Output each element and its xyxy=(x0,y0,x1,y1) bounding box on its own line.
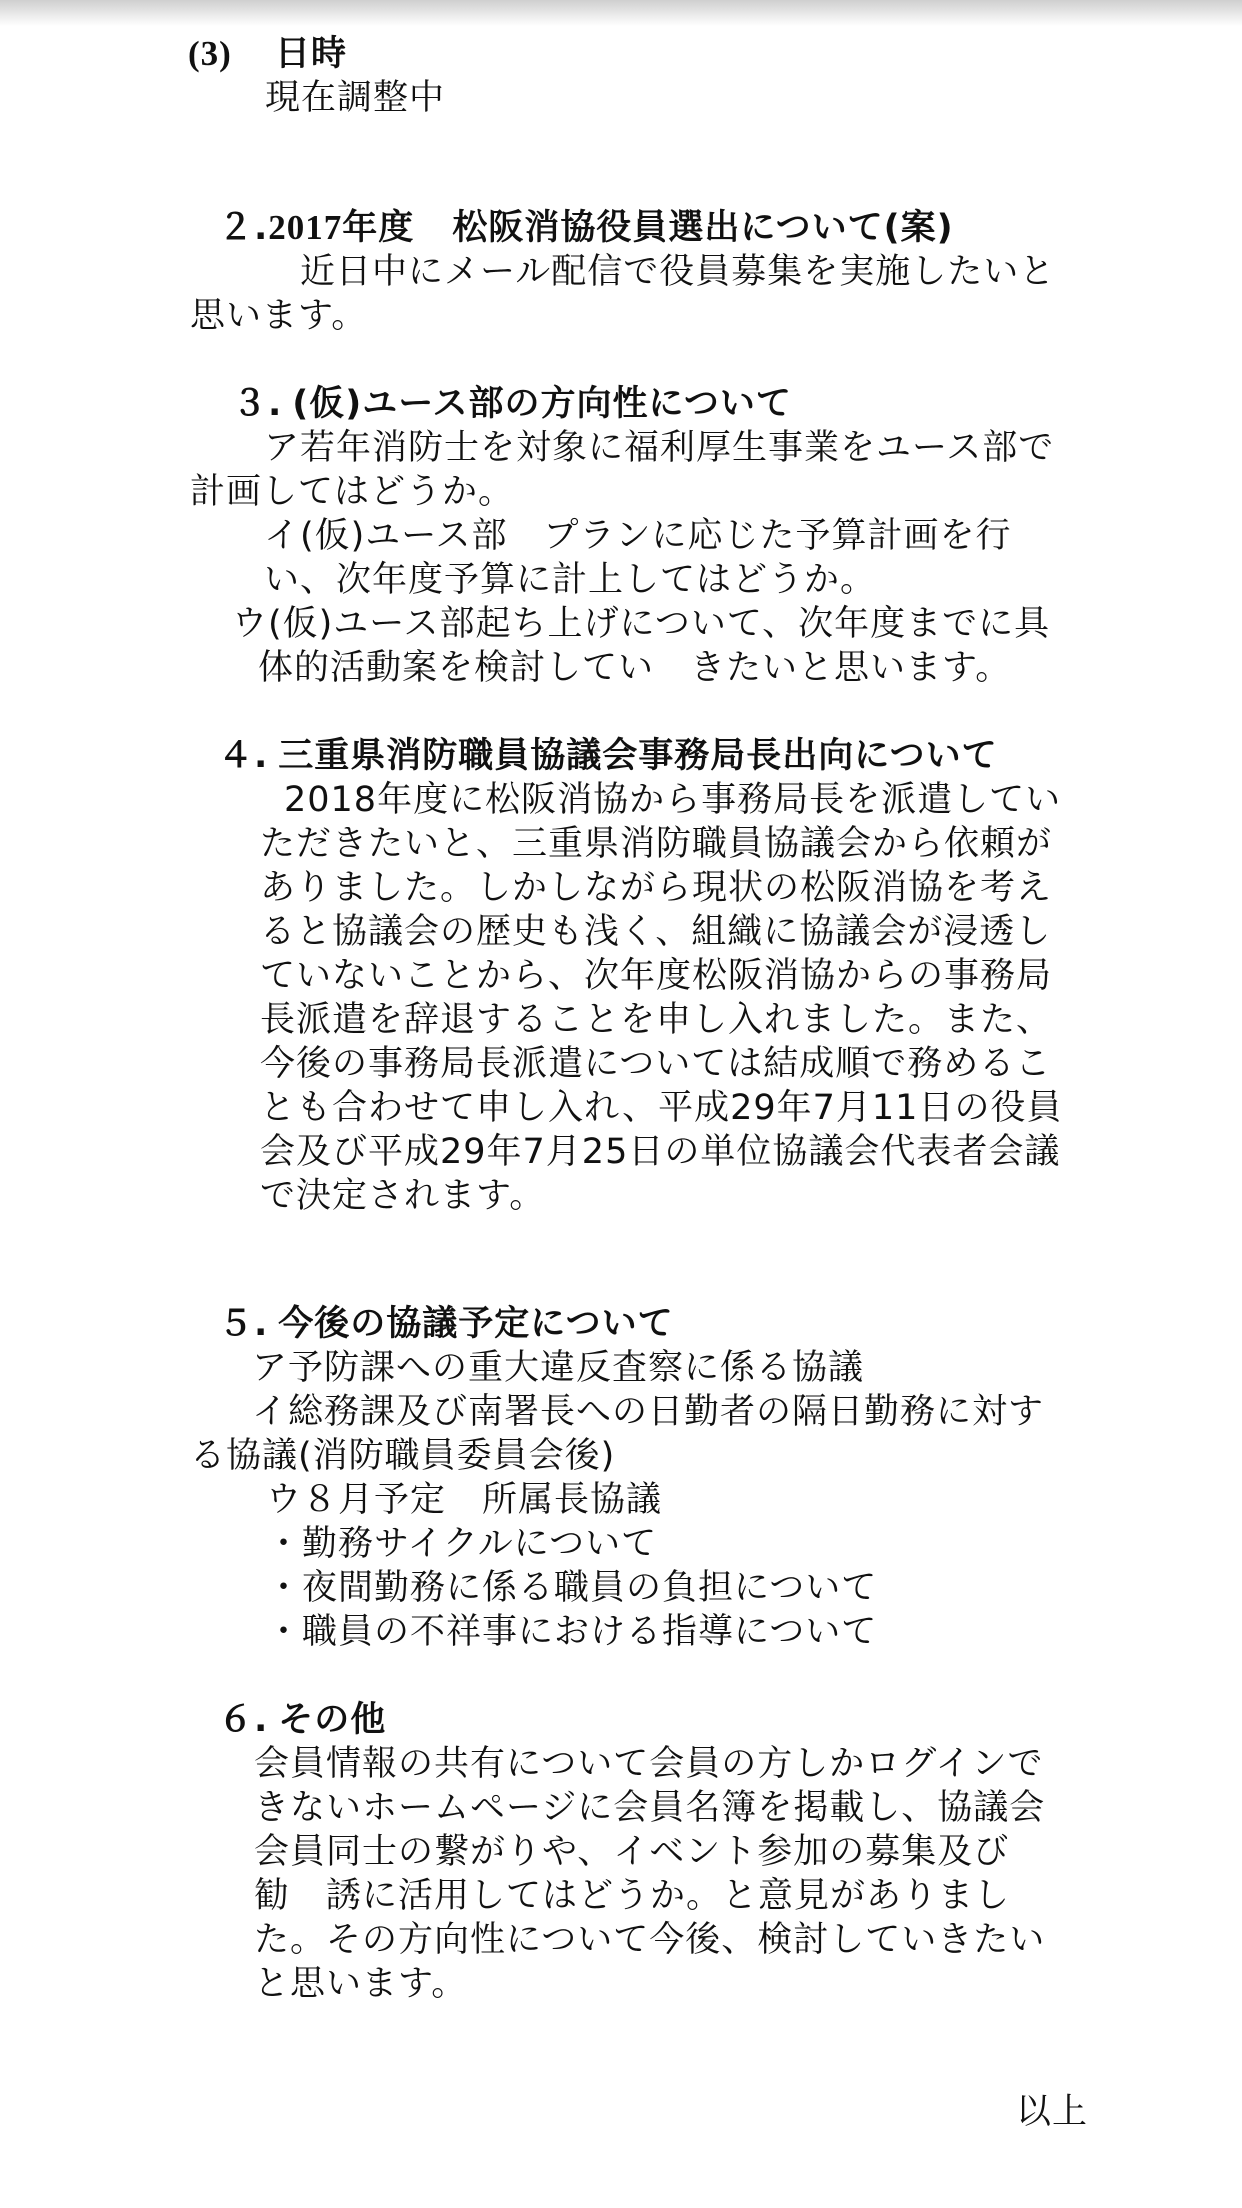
section-3-text: 現在調整中 xyxy=(265,78,446,118)
section-2-year: 2017年度 xyxy=(268,208,415,247)
section-3b-line-1: ア若年消防士を対象に福利厚生事業をユース部で xyxy=(264,428,1055,468)
section-5-line-2: イ総務課及び南署長への日勤者の隔日勤務に対す xyxy=(252,1392,1045,1432)
section-3b-line-5: ウ(仮)ユース部起ち上げについて、次年度までに具 xyxy=(232,604,1051,644)
section-5-number: ５. xyxy=(218,1304,269,1344)
section-5-heading xyxy=(218,1302,674,1346)
section-4-line-4: ると協議会の歴史も浅く、組織に協議会が浸透し xyxy=(260,912,1052,952)
section-4-line-10: で決定されます。 xyxy=(260,1176,546,1216)
section-6-line-6: と思います。 xyxy=(254,1964,468,2004)
section-4-line-3: ありました。しかしながら現状の松阪消協を考え xyxy=(260,868,1053,908)
section-4-number: ４. xyxy=(218,736,269,776)
section-3b-line-3: イ(仮)ユース部 プランに応じた予算計画を行 xyxy=(264,516,1012,556)
closing-text: 以上 xyxy=(1016,2092,1089,2132)
section-3-heading xyxy=(188,32,347,76)
section-6-line-2: きないホームページに会員名簿を掲載し、協議会 xyxy=(254,1788,1046,1828)
section-4-line-8: とも合わせて申し入れ、平成29年7月11日の役員 xyxy=(260,1088,1063,1128)
section-5-line-7: ・職員の不祥事における指導について xyxy=(266,1612,878,1652)
section-3-label: (3) xyxy=(188,34,232,73)
section-6-line-1: 会員情報の共有について会員の方しかログインで xyxy=(254,1744,1044,1784)
section-5-title: 今後の協議予定について xyxy=(278,1304,674,1344)
section-2-line-1: 近日中にメール配信で役員募集を実施したいと xyxy=(300,252,1056,292)
section-2-number: ２. xyxy=(218,208,269,248)
section-3b-title: (仮)ユース部の方向性について xyxy=(292,384,792,424)
section-6-heading xyxy=(218,1698,386,1742)
section-4-line-7: 今後の事務局長派遣については結成順で務めるこ xyxy=(260,1044,1052,1084)
section-3b-heading xyxy=(232,382,792,426)
section-2-line-2: 思います。 xyxy=(190,296,368,336)
section-3-title: 日時 xyxy=(275,34,348,74)
section-3b-line-6: 体的活動案を検討してい きたいと思います。 xyxy=(258,648,1012,688)
section-6-line-5: た。その方向性について今後、検討していきたい xyxy=(254,1920,1046,1960)
section-4-title: 三重県消防職員協議会事務局長出向について xyxy=(278,736,998,776)
section-2-heading xyxy=(218,206,954,250)
section-4-line-2: ただきたいと、三重県消防職員協議会から依頼が xyxy=(260,824,1053,864)
section-6-line-3: 会員同士の繋がりや、イベント参加の募集及び xyxy=(254,1832,1010,1872)
section-4-line-1: 2018年度に松阪消協から事務局長を派遣してい xyxy=(284,780,1062,820)
section-3b-number: ３. xyxy=(232,384,283,424)
section-6-line-4: 勧 誘に活用してはどうか。と意見がありまし xyxy=(254,1876,1011,1916)
section-5-line-6: ・夜間勤務に係る職員の負担について xyxy=(266,1568,878,1608)
section-5-line-5: ・勤務サイクルについて xyxy=(266,1524,658,1564)
section-4-line-6: 長派遣を辞退することを申し入れました。また、 xyxy=(260,1000,1053,1040)
section-5-line-3: る協議(消防職員委員会後) xyxy=(190,1436,616,1476)
section-6-number: ６. xyxy=(218,1700,269,1740)
section-2-title: 松阪消協役員選出について(案) xyxy=(452,208,954,248)
section-5-line-1: ア予防課への重大違反査察に係る協議 xyxy=(252,1348,865,1388)
section-6-title: その他 xyxy=(278,1700,387,1740)
section-5-line-4: ウ８月予定 所属長協議 xyxy=(266,1480,663,1520)
section-3b-line-4: い、次年度予算に計上してはどうか。 xyxy=(264,560,877,600)
section-4-line-9: 会及び平成29年7月25日の単位協議会代表者会議 xyxy=(260,1132,1061,1172)
section-4-heading xyxy=(218,734,998,778)
section-4-line-5: ていないことから、次年度松阪消協からの事務局 xyxy=(260,956,1053,996)
section-3b-line-2: 計画してはどうか。 xyxy=(190,472,515,512)
